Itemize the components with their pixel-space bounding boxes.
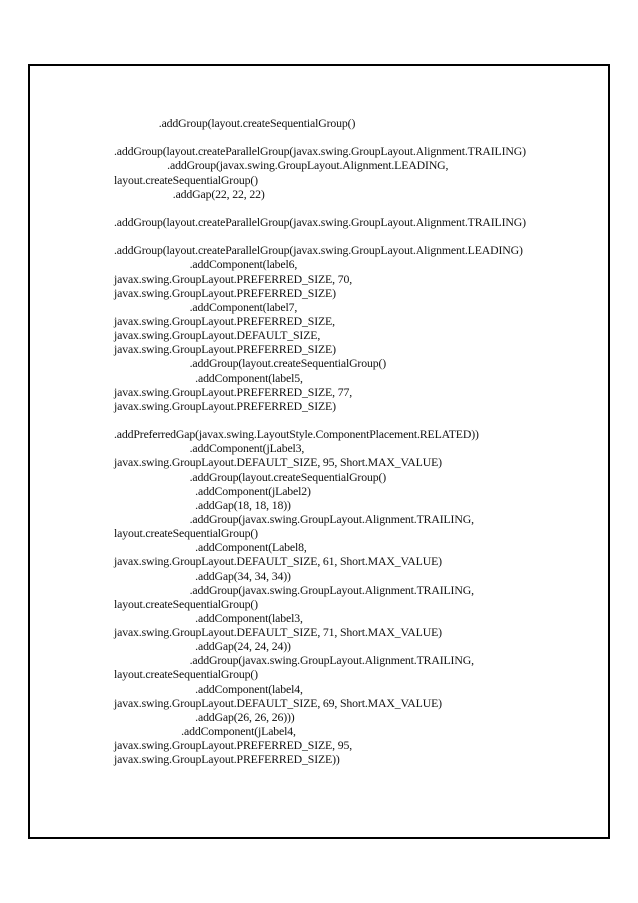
code-line: javax.swing.GroupLayout.PREFERRED_SIZE)) [114, 752, 340, 767]
code-line: .addComponent(label5, [114, 370, 303, 385]
code-line: .addComponent(Label8, [114, 540, 307, 555]
code-line: .addGroup(layout.createParallelGroup(javax.swing.GroupLayout.Alignment.LEADING) [114, 243, 523, 258]
code-line: javax.swing.GroupLayout.PREFERRED_SIZE, 77, [114, 384, 352, 399]
code-line: .addComponent(jLabel4, [114, 724, 296, 739]
code-line: javax.swing.GroupLayout.PREFERRED_SIZE, 95, [114, 738, 352, 753]
code-line: layout.createSequentialGroup() [114, 526, 258, 541]
code-line: javax.swing.GroupLayout.DEFAULT_SIZE, 69, Short.MAX_VALUE) [114, 695, 442, 710]
code-line [114, 229, 594, 243]
code-line: .addComponent(label7, [114, 299, 298, 314]
code-line: javax.swing.GroupLayout.PREFERRED_SIZE) [114, 285, 336, 300]
code-line: .addGap(34, 34, 34)) [114, 568, 291, 583]
code-line: .addComponent(label6, [114, 257, 298, 272]
code-line: .addGap(18, 18, 18)) [114, 497, 291, 512]
code-line: javax.swing.GroupLayout.DEFAULT_SIZE, [114, 328, 321, 343]
code-line: javax.swing.GroupLayout.DEFAULT_SIZE, 61, Short.MAX_VALUE) [114, 554, 442, 569]
code-line: .addGroup(layout.createSequentialGroup() [114, 356, 387, 371]
code-listing [114, 116, 594, 766]
code-line: .addGap(26, 26, 26))) [114, 709, 295, 724]
code-line: .addGroup(javax.swing.GroupLayout.Alignment.TRAILING, [114, 582, 474, 597]
code-line: .addGroup(javax.swing.GroupLayout.Alignment.TRAILING, [114, 653, 474, 668]
code-line: javax.swing.GroupLayout.PREFERRED_SIZE) [114, 342, 336, 357]
code-line: layout.createSequentialGroup() [114, 172, 258, 187]
code-line: layout.createSequentialGroup() [114, 667, 258, 682]
code-line: layout.createSequentialGroup() [114, 596, 258, 611]
code-line [114, 130, 594, 144]
code-line [114, 413, 594, 427]
code-line: .addGroup(layout.createSequentialGroup() [114, 469, 387, 484]
code-line: .addPreferredGap(javax.swing.LayoutStyle.ComponentPlacement.RELATED)) [114, 427, 479, 442]
code-line: javax.swing.GroupLayout.DEFAULT_SIZE, 95, Short.MAX_VALUE) [114, 455, 442, 470]
code-line: .addGap(24, 24, 24)) [114, 639, 291, 654]
code-line: .addGroup(layout.createParallelGroup(javax.swing.GroupLayout.Alignment.TRAILING) [114, 144, 526, 159]
code-line: .addComponent(label3, [114, 610, 303, 625]
code-line: .addGroup(javax.swing.GroupLayout.Alignment.TRAILING, [114, 511, 474, 526]
code-line: .addComponent(jLabel3, [114, 441, 305, 456]
code-line: .addComponent(label4, [114, 681, 303, 696]
code-line: .addGroup(layout.createSequentialGroup() [114, 116, 356, 130]
code-line: javax.swing.GroupLayout.DEFAULT_SIZE, 71, Short.MAX_VALUE) [114, 625, 442, 640]
code-line: javax.swing.GroupLayout.PREFERRED_SIZE) [114, 398, 336, 413]
code-line: .addGroup(layout.createParallelGroup(javax.swing.GroupLayout.Alignment.TRAILING) [114, 214, 526, 229]
code-line [114, 201, 594, 215]
code-line: .addComponent(jLabel2) [114, 483, 311, 498]
code-line: .addGroup(javax.swing.GroupLayout.Alignment.LEADING, [114, 158, 449, 173]
code-line: javax.swing.GroupLayout.PREFERRED_SIZE, 70, [114, 271, 352, 286]
code-line: javax.swing.GroupLayout.PREFERRED_SIZE, [114, 313, 335, 328]
code-line: .addGap(22, 22, 22) [114, 186, 265, 201]
